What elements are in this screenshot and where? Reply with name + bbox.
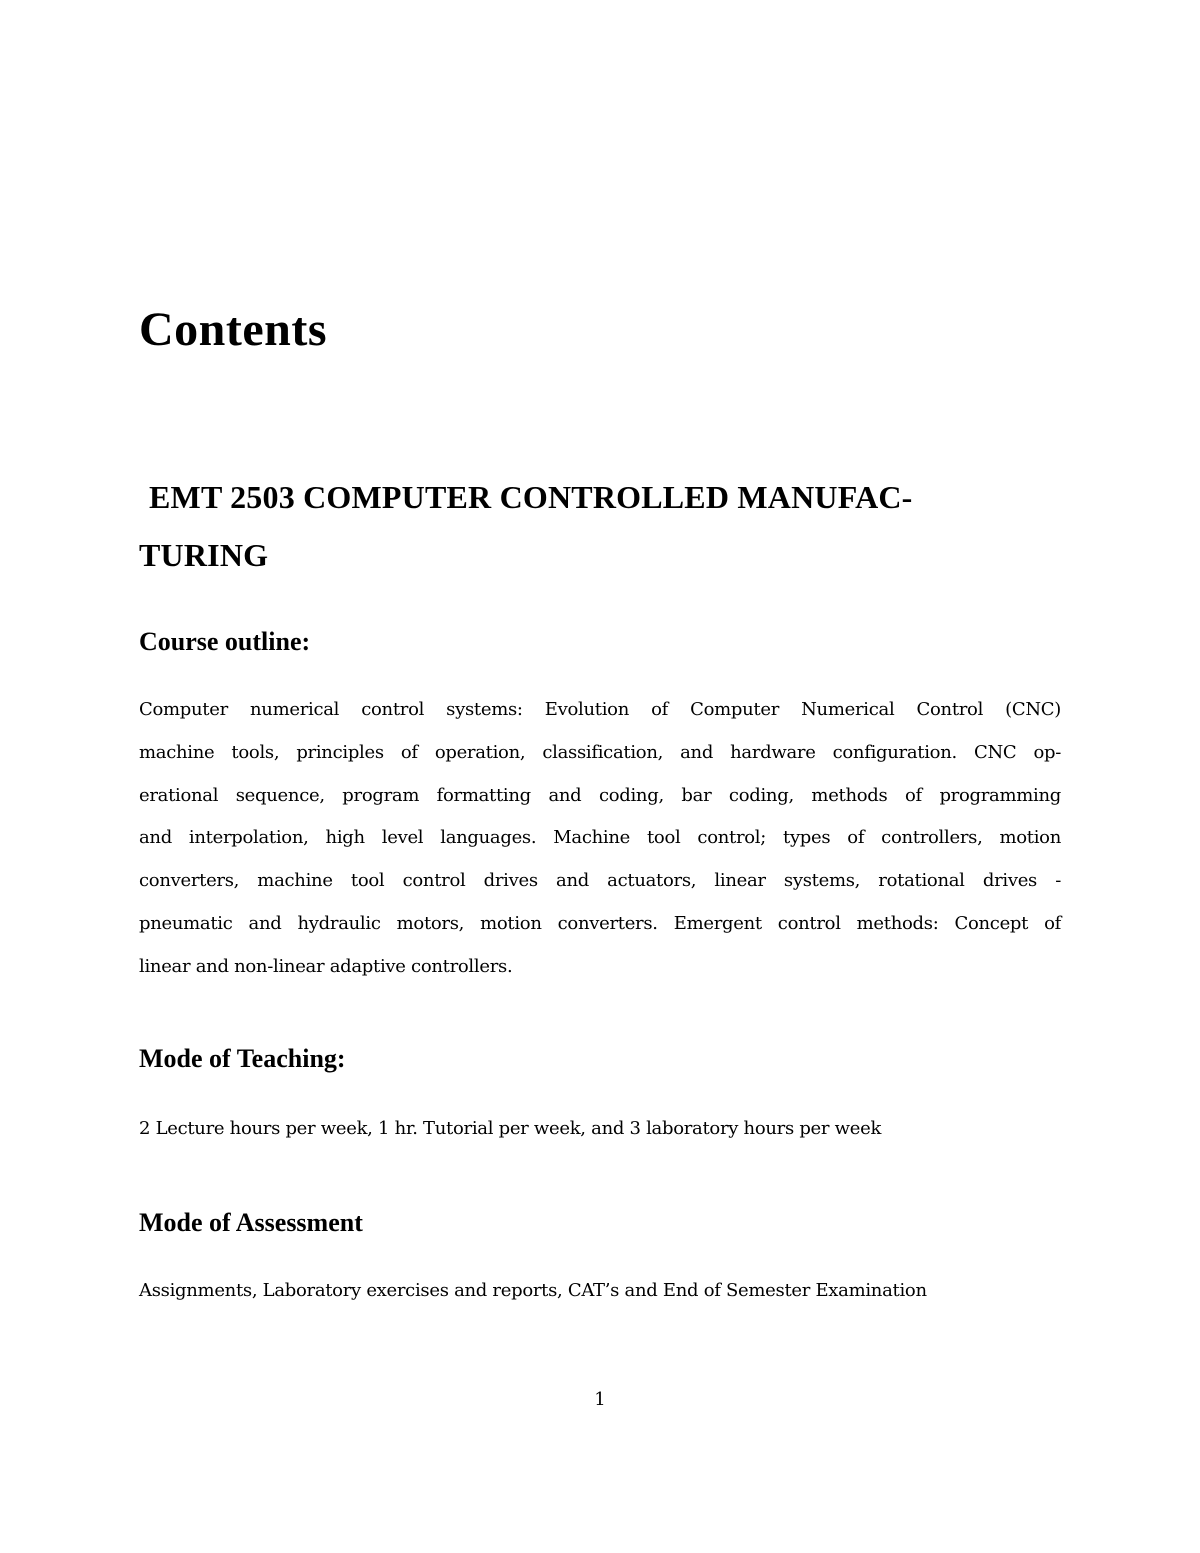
course-title <box>139 468 1069 584</box>
paragraph-line: and interpolation, high level languages. Machine tool control; types of controllers, motion <box>139 827 1061 849</box>
section-heading-mode-of-teaching: Mode of Teaching: <box>139 1044 346 1073</box>
paragraph-line: pneumatic and hydraulic motors, motion converters. Emergent control methods: Concept of <box>139 912 1061 934</box>
page-number: 1 <box>594 1389 606 1410</box>
chapter-title: Contents <box>139 303 328 356</box>
course-outline-paragraph <box>139 689 1061 989</box>
paragraph-line: 2 Lecture hours per week, 1 hr. Tutorial per week, and 3 laboratory hours per week <box>139 1118 882 1139</box>
section-heading-course-outline: Course outline: <box>139 627 311 656</box>
mode-of-assessment-paragraph <box>139 1270 1061 1313</box>
mode-of-teaching-paragraph <box>139 1108 1061 1151</box>
course-title-line: TURING <box>139 537 269 573</box>
paragraph-line: converters, machine tool control drives and actuators, linear systems, rotational drives - <box>139 870 1061 892</box>
paragraph-line: machine tools, principles of operation, classification, and hardware configuration. CNC op- <box>139 741 1061 763</box>
course-title-line: EMT 2503 COMPUTER CONTROLLED MANUFAC- <box>149 479 913 515</box>
paragraph-line: Computer numerical control systems: Evolution of Computer Numerical Control (CNC) <box>139 699 1061 720</box>
paragraph-line: linear and non-linear adaptive controllers. <box>139 955 513 977</box>
paragraph-line: erational sequence, program formatting and coding, bar coding, methods of programming <box>139 784 1061 806</box>
paragraph-line: Assignments, Laboratory exercises and reports, CAT’s and End of Semester Examination <box>139 1280 927 1301</box>
section-heading-mode-of-assessment: Mode of Assessment <box>139 1208 363 1237</box>
